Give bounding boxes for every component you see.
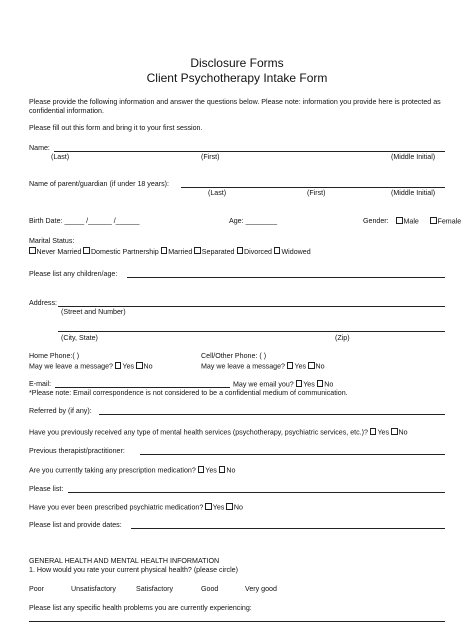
- medication-list-field[interactable]: [68, 492, 445, 493]
- email-note: *Please note: Email correspondence is not considered to be a confidential medium of communication.: [29, 389, 348, 397]
- checkbox-icon[interactable]: [296, 380, 303, 387]
- yes-label: Yes: [303, 380, 315, 389]
- rating-unsatisfactory[interactable]: Unsatisfactory: [71, 585, 116, 593]
- gender-male-option[interactable]: [396, 217, 419, 227]
- no-label: No: [143, 362, 153, 371]
- checkbox-icon[interactable]: [317, 380, 324, 387]
- previous-services-label: Have you previously received any type of mental health services (psychotherapy, psychiatric services, etc.)?: [29, 428, 368, 437]
- medication-label: Are you currently taking any prescription medication?: [29, 466, 196, 475]
- home-phone-field[interactable]: Home Phone:( ): [29, 352, 80, 360]
- checkbox-icon[interactable]: [205, 503, 212, 510]
- marital-option-label: Domestic Partnership: [90, 247, 159, 256]
- gender-label: Gender:: [363, 217, 389, 225]
- checkbox-icon[interactable]: [115, 362, 122, 369]
- checkbox-icon[interactable]: [194, 247, 201, 254]
- health-section-heading: GENERAL HEALTH AND MENTAL HEALTH INFORMATION: [29, 557, 220, 565]
- yes-label: Yes: [205, 466, 217, 475]
- rating-good[interactable]: Good: [201, 585, 219, 593]
- marital-option[interactable]: [29, 248, 81, 256]
- cell-phone-field[interactable]: Cell/Other Phone: ( ): [201, 352, 267, 360]
- guardian-middle-caption: (Middle Initial): [391, 189, 436, 197]
- leave-message-label: May we leave a message?: [201, 362, 285, 371]
- guardian-first-caption: (First): [307, 189, 326, 197]
- cell-message-question: [201, 362, 325, 372]
- marital-option[interactable]: [237, 248, 273, 256]
- checkbox-icon[interactable]: [161, 247, 168, 254]
- marital-options: [29, 247, 311, 257]
- no-label: No: [315, 362, 325, 371]
- marital-option-label: Divorced: [244, 247, 272, 256]
- name-middle-caption: (Middle Initial): [391, 153, 436, 161]
- checkbox-icon[interactable]: [219, 466, 226, 473]
- checkbox-icon[interactable]: [29, 247, 36, 254]
- birth-date-field[interactable]: Birth Date: _____ /______ /______: [29, 217, 140, 225]
- children-label: Please list any children/age:: [29, 270, 118, 278]
- checkbox-icon[interactable]: [83, 247, 90, 254]
- checkbox-icon[interactable]: [237, 247, 244, 254]
- rating-satisfactory[interactable]: Satisfactory: [136, 585, 174, 593]
- gender-male-label: Male: [403, 217, 419, 226]
- no-label: No: [324, 380, 334, 389]
- checkbox-icon[interactable]: [287, 362, 294, 369]
- no-label: No: [398, 428, 408, 437]
- marital-label: Marital Status:: [29, 237, 75, 245]
- rating-very-good[interactable]: Very good: [245, 585, 277, 593]
- email-question-label: May we email you?: [233, 380, 294, 389]
- zip-caption: (Zip): [335, 334, 350, 342]
- bring-instruction: Please fill out this form and bring it to your first session.: [29, 124, 203, 132]
- address-city-field[interactable]: [58, 331, 445, 332]
- marital-option[interactable]: [274, 248, 311, 256]
- marital-option-label: Married: [168, 247, 193, 256]
- children-field[interactable]: [127, 277, 445, 278]
- guardian-last-caption: (Last): [208, 189, 227, 197]
- guardian-label: Name of parent/guardian (if under 18 years):: [29, 180, 169, 188]
- therapist-label: Previous therapist/practitioner:: [29, 447, 125, 455]
- dates-label: Please list and provide dates:: [29, 521, 122, 529]
- checkbox-icon[interactable]: [274, 247, 281, 254]
- marital-option-label: Never Married: [36, 247, 82, 256]
- checkbox-icon[interactable]: [308, 362, 315, 369]
- marital-option-label: Widowed: [281, 247, 311, 256]
- marital-option[interactable]: [194, 248, 234, 256]
- gender-female-label: Female: [437, 217, 462, 226]
- street-caption: (Street and Number): [61, 308, 126, 316]
- medication-list-label: Please list:: [29, 485, 64, 493]
- dates-field[interactable]: [131, 528, 445, 529]
- physical-health-question: 1. How would you rate your current physical health? (please circle): [29, 566, 238, 574]
- address-label: Address:: [29, 299, 57, 307]
- guardian-field[interactable]: [181, 187, 445, 188]
- referred-label: Referred by (if any):: [29, 407, 92, 415]
- checkbox-icon[interactable]: [226, 503, 233, 510]
- form-subtitle: Client Psychotherapy Intake Form: [146, 71, 328, 85]
- email-field[interactable]: [55, 387, 230, 388]
- no-label: No: [233, 503, 243, 512]
- previous-services-question: [29, 428, 408, 438]
- name-first-caption: (First): [201, 153, 220, 161]
- rating-poor[interactable]: Poor: [29, 585, 44, 593]
- age-field[interactable]: Age: ________: [229, 217, 278, 225]
- psychiatric-medication-label: Have you ever been prescribed psychiatric medication?: [29, 503, 204, 512]
- referred-field[interactable]: [99, 414, 445, 415]
- gender-female-option[interactable]: [430, 217, 461, 227]
- health-problems-field[interactable]: [29, 621, 445, 622]
- checkbox-icon[interactable]: [198, 466, 205, 473]
- yes-label: Yes: [294, 362, 307, 371]
- yes-label: Yes: [377, 428, 390, 437]
- form-title: Disclosure Forms: [190, 56, 284, 70]
- marital-option[interactable]: [161, 248, 193, 256]
- email-label: E-mail:: [29, 380, 52, 388]
- medication-question: [29, 466, 235, 476]
- yes-label: Yes: [122, 362, 135, 371]
- therapist-field[interactable]: [140, 454, 445, 455]
- city-caption: (City, State): [61, 334, 98, 342]
- health-problems-label: Please list any specific health problems you are currently experiencing:: [29, 604, 252, 612]
- checkbox-icon[interactable]: [430, 217, 437, 224]
- no-label: No: [226, 466, 236, 475]
- marital-option[interactable]: [83, 248, 158, 256]
- leave-message-label: May we leave a message?: [29, 362, 113, 371]
- checkbox-icon[interactable]: [136, 362, 143, 369]
- checkbox-icon[interactable]: [391, 428, 398, 435]
- name-last-caption: (Last): [51, 153, 70, 161]
- name-field[interactable]: [54, 151, 445, 152]
- home-message-question: [29, 362, 153, 372]
- marital-option-label: Separated: [201, 247, 235, 256]
- checkbox-icon[interactable]: [396, 217, 403, 224]
- yes-label: Yes: [212, 503, 225, 512]
- address-street-field[interactable]: [58, 306, 445, 307]
- name-label: Name:: [29, 144, 50, 152]
- psychiatric-medication-question: [29, 503, 243, 513]
- checkbox-icon[interactable]: [370, 428, 377, 435]
- intro-text: Please provide the following information and answer the questions below. Please note: information you provide here is protected as confidential information.: [29, 98, 441, 115]
